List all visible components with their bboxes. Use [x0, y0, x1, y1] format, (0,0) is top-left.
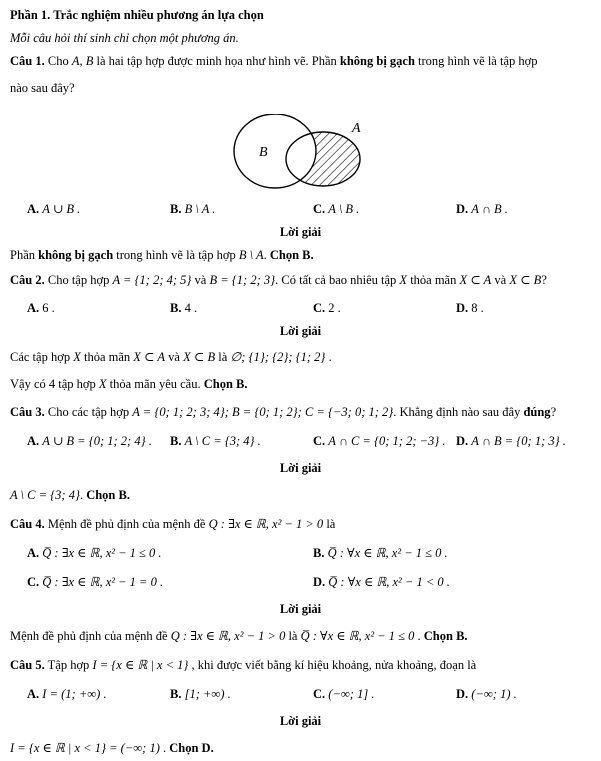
q5-option-b[interactable]: B. [1; +∞) .	[170, 687, 231, 701]
q5-solution: I = {x ∈ ℝ | x < 1} = (−∞; 1) . Chọn D.	[10, 741, 214, 755]
q3-option-d[interactable]: D. A ∩ B = {0; 1; 3} .	[456, 434, 566, 448]
q3-option-c[interactable]: C. A ∩ C = {0; 1; 2; −3} .	[313, 434, 446, 448]
q2-option-c[interactable]: C. 2 .	[313, 301, 341, 315]
q2-option-b[interactable]: B. 4 .	[170, 301, 198, 315]
q5-option-a[interactable]: A. I = (1; +∞) .	[27, 687, 107, 701]
venn-label-a: A	[352, 121, 361, 136]
venn-label-b: B	[259, 145, 268, 160]
q3-label: Câu 3.	[10, 405, 45, 419]
q3-solution: A \ C = {3; 4}. Chọn B.	[10, 488, 130, 502]
q3-solution-heading: Lời giải	[279, 461, 322, 475]
q2-label: Câu 2.	[10, 273, 45, 287]
q5-solution-heading: Lời giải	[279, 714, 322, 728]
q1-solution: Phần không bị gạch trong hình vẽ là tập hợp B \ A. Chọn B.	[10, 248, 314, 262]
q5-label: Câu 5.	[10, 658, 45, 672]
q1-solution-heading: Lời giải	[279, 225, 322, 239]
q5-text: Câu 5. Tập hợp I = {x ∈ ℝ | x < 1} , khi được viết bằng kí hiệu khoảng, nửa khoảng, đoạn là	[10, 658, 477, 672]
q5-option-d[interactable]: D. (−∞; 1) .	[456, 687, 517, 701]
q2-solution-line1: Các tập hợp X thỏa mãn X ⊂ A và X ⊂ B là ∅; {1}; {2}; {1; 2} .	[10, 350, 332, 364]
q5-option-c[interactable]: C. (−∞; 1] .	[313, 687, 375, 701]
q2-option-a[interactable]: A. 6 .	[27, 301, 55, 315]
q4-option-b[interactable]: B. Q̅ : ∀x ∈ ℝ, x² − 1 ≤ 0 .	[313, 546, 448, 560]
q1-option-c[interactable]: C. A \ B .	[313, 202, 360, 216]
q2-solution-heading: Lời giải	[279, 324, 322, 338]
q1-option-d[interactable]: D. A ∩ B .	[456, 202, 508, 216]
part-subtitle: Mỗi câu hỏi thí sinh chỉ chọn một phương án.	[10, 31, 239, 45]
q4-option-a[interactable]: A. Q̅ : ∃x ∈ ℝ, x² − 1 ≤ 0 .	[27, 546, 162, 560]
q1-label: Câu 1.	[10, 54, 45, 68]
q4-option-d[interactable]: D. Q̅ : ∀x ∈ ℝ, x² − 1 < 0 .	[313, 575, 450, 589]
q4-label: Câu 4.	[10, 517, 45, 531]
q3-option-b[interactable]: B. A \ C = {3; 4} .	[170, 434, 261, 448]
q2-text: Câu 2. Cho tập hợp A = {1; 2; 4; 5} và B = {1; 2; 3}. Có tất cả bao nhiêu tập X thỏa mãn X ⊂ A và X ⊂ B?	[10, 273, 547, 287]
q1-text-line2: nào sau đây?	[10, 81, 75, 95]
q1-text: Câu 1. Cho A, B là hai tập hợp được minh họa như hình vẽ. Phần không bị gạch trong hình vẽ là tập hợp	[10, 54, 538, 68]
q1-option-b[interactable]: B. B \ A .	[170, 202, 216, 216]
q2-option-d[interactable]: D. 8 .	[456, 301, 484, 315]
q4-solution-heading: Lời giải	[279, 602, 322, 616]
q4-text: Câu 4. Mệnh đề phủ định của mệnh đề Q : ∃x ∈ ℝ, x² − 1 > 0 là	[10, 517, 336, 531]
q3-option-a[interactable]: A. A ∪ B = {0; 1; 2; 4} .	[27, 434, 152, 448]
venn-diagram	[0, 114, 601, 194]
q4-solution: Mệnh đề phủ định của mệnh đề Q : ∃x ∈ ℝ, x² − 1 > 0 là Q̅ : ∀x ∈ ℝ, x² − 1 ≤ 0 . Chọn B.	[10, 629, 468, 643]
q4-option-c[interactable]: C. Q̅ : ∃x ∈ ℝ, x² − 1 = 0 .	[27, 575, 164, 589]
q3-text: Câu 3. Cho các tập hợp A = {0; 1; 2; 3; 4}; B = {0; 1; 2}; C = {−3; 0; 1; 2}. Khẳng định nào sau đây đúng?	[10, 405, 557, 419]
q2-solution-line2: Vậy có 4 tập hợp X thỏa mãn yêu cầu. Chọn B.	[10, 377, 248, 391]
q1-option-a[interactable]: A. A ∪ B .	[27, 202, 81, 216]
part-title: Phần 1. Trắc nghiệm nhiều phương án lựa chọn	[10, 8, 264, 22]
